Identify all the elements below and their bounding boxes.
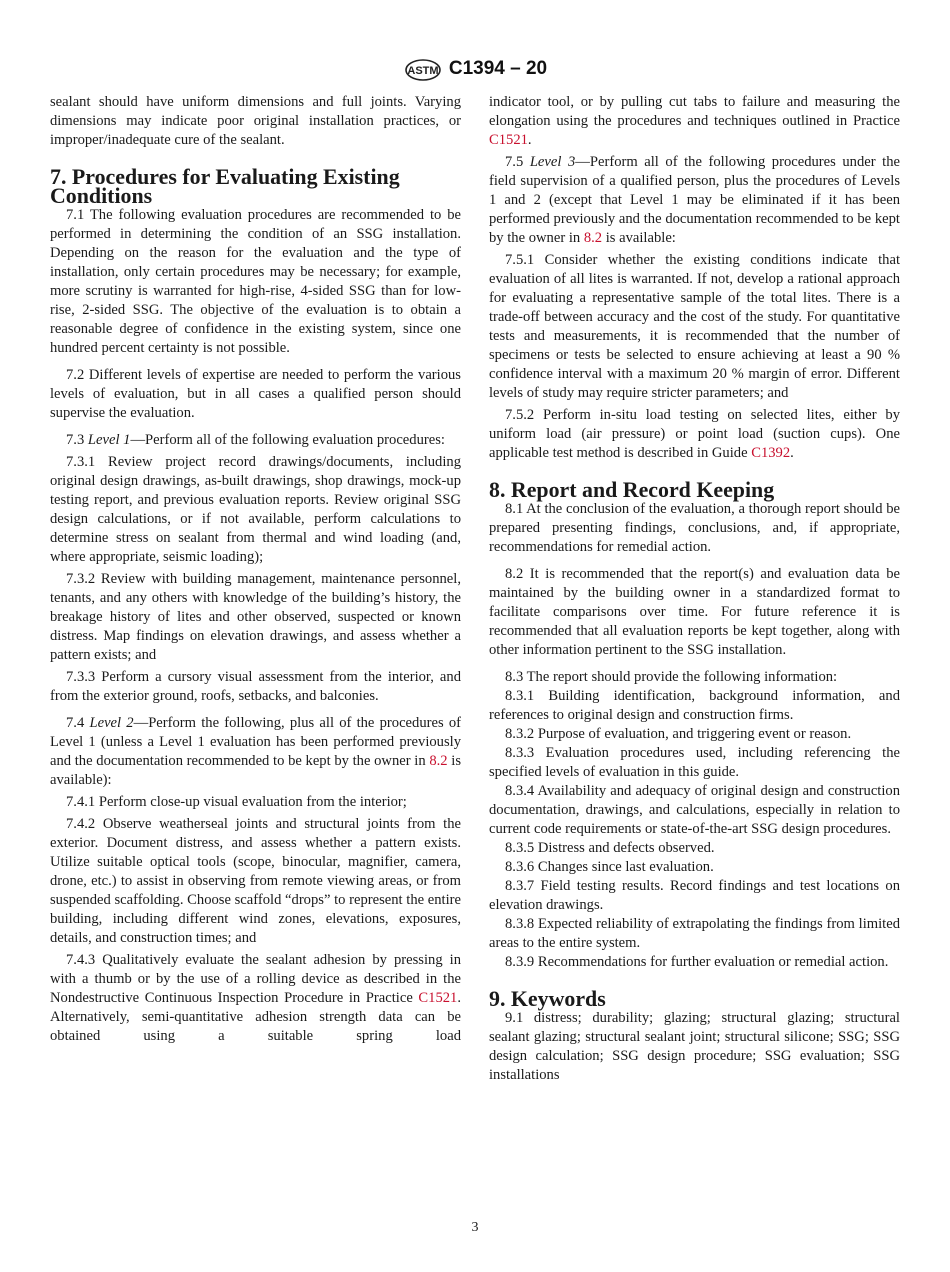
paragraph [489, 915, 900, 953]
paragraph [50, 714, 461, 790]
paragraph [489, 725, 900, 744]
text-run: 7. Procedures for Evaluating Existing Conditions [50, 164, 400, 208]
page-number: 3 [471, 1220, 479, 1235]
reference-link[interactable]: 8.2 [583, 230, 603, 246]
paragraph [50, 453, 461, 567]
paragraph [50, 206, 461, 358]
text-run: 9.1 distress; durability; glazing; structural glazing; structural sealant glazing; structural sealant joint; structural silicone; SSG; SSG design calculation; SSG design procedure; SSG evaluation; SSG installations [489, 1010, 900, 1083]
italic-term: Level 1 [87, 432, 131, 448]
reference-link[interactable]: C1521 [418, 990, 458, 1006]
text-run: 8.3.6 Changes since last evaluation. [505, 859, 714, 875]
reference-link[interactable]: C1392 [751, 445, 791, 461]
reference-link[interactable]: 8.2 [429, 753, 448, 769]
paragraph [489, 839, 900, 858]
page-header [0, 55, 950, 83]
text-run: 8.3.2 Purpose of evaluation, and triggering event or reason. [505, 726, 852, 742]
paragraph [489, 153, 900, 248]
astm-logo-icon [403, 55, 443, 83]
right-column [489, 93, 900, 1085]
paragraph [50, 793, 461, 812]
text-run: 7.3.2 Review with building management, maintenance personnel, tenants, and any others with knowledge of the building’s history, the breakage history of lites and other observed, suspected or known distress. Map findings on elevation drawings, and assess whether a pattern exists; and [50, 571, 461, 663]
text-run: 7.2 Different levels of expertise are needed to perform the various levels of evaluation, but in all cases a qualified person should supervise the evaluation. [50, 367, 461, 421]
paragraph [489, 782, 900, 839]
svg-text:ASTM: ASTM [407, 65, 439, 77]
text-run: —Perform all of the following evaluation procedures: [130, 432, 445, 448]
text-run: is available): [50, 753, 461, 788]
text-run: 8.3.4 Availability and adequacy of original design and construction documentation, drawings, and calculations, especially in relation to current code requirements or state-of-the-art SSG design procedures. [489, 783, 900, 837]
text-run: —Perform the following, plus all of the procedures of Level 1 (unless a Level 1 evaluation has been performed previously and the documentation recommended to be kept by the owner in [50, 715, 462, 769]
text-run: 7.4 [66, 715, 90, 731]
text-run: 9. Keywords [489, 986, 606, 1011]
paragraph [489, 953, 900, 972]
text-run: 8.3 The report should provide the following information: [505, 669, 838, 685]
text-run: 8.2 It is recommended that the report(s) and evaluation data be maintained by the building owner in a standardized format to facilitate comparisons over time. For future reference it is recommended that all evaluation reports be kept together, along with other information pertinent to the SSG installation. [489, 566, 900, 658]
paragraph [50, 668, 461, 706]
paragraph [489, 1009, 900, 1085]
document-designation: C1394 – 20 [448, 58, 548, 79]
paragraph [489, 565, 900, 660]
text-run: 7.3 [66, 432, 88, 448]
paragraph [50, 815, 461, 948]
paragraph [50, 93, 461, 150]
left-column [50, 93, 461, 1046]
text-run: is available: [602, 230, 676, 246]
text-run: —Perform all of the following procedures under the field supervision of a qualified person, plus the procedures of Levels 1 and 2 (except that Level 1 may be eliminated if it has been performed previously and the documentation recommended to be kept by the owner in [489, 154, 901, 246]
paragraph [489, 93, 900, 150]
reference-link[interactable]: C1521 [489, 132, 528, 148]
paragraph [489, 744, 900, 782]
text-run: 7.4.1 Perform close-up visual evaluation from the interior; [66, 794, 407, 810]
text-run: 8.3.1 Building identification, background information, and references to original design and construction firms. [489, 688, 900, 723]
text-run: . [790, 445, 794, 461]
paragraph [50, 570, 461, 665]
text-run: . [527, 132, 532, 148]
paragraph [489, 251, 900, 403]
text-run: 7.1 The following evaluation procedures are recommended to be performed in determining the condition of an SSG installation. Depending on the reason for the evaluation and the type of installation, only certain procedures may be necessary; for example, more scrutiny is warranted for high-rise, 4-sided SSG than for low-rise, 2-sided SSG. The objective of the evaluation is to obtain a reasonable degree of confidence in the existing system, since one hundred percent certainty is not possible. [50, 207, 461, 356]
paragraph [489, 500, 900, 557]
text-run: 7.5 [505, 154, 530, 170]
text-run: 8.1 At the conclusion of the evaluation, a thorough report should be prepared presenting findings, conclusions, and, if appropriate, recommendations for remedial action. [489, 501, 900, 555]
text-run: 7.5.2 Perform in-situ load testing on selected lites, either by uniform load (air pressure) or point load (suction cups). One applicable test method is described in Guide [489, 407, 900, 461]
text-run: 7.4.3 Qualitatively evaluate the sealant adhesion by pressing in with a thumb or by the use of a rolling device as described in the Nondestructive Continuous Inspection Procedure in Practice [50, 952, 461, 1006]
paragraph [489, 668, 900, 687]
text-run: 7.4.2 Observe weatherseal joints and structural joints from the exterior. Document distress, and assess whether a pattern exists. Utilize suitable optical tools (scope, binocular, magnifier, camera, drone, etc.) to assist in observing from remote viewing areas, or from suspended scaffolding. Choose scaffold “drops” to represent the entire building, including different wind zones, elevations, exposures, details, and construction times; and [50, 816, 461, 946]
paragraph [50, 366, 461, 423]
text-run: 7.5.1 Consider whether the existing conditions indicate that evaluation of all lites is warranted. If not, develop a rational approach for evaluating a representative sample of the total lites. There is a trade-off between accuracy and the cost of the study. For quantitative tests and measurements, it is recommended that the number of specimens or tests be selected to ensure achieving at least a 90 % confidence interval with a maximum 20 % margin of error. Different levels of study may require stricter parameters; and [489, 252, 900, 401]
text-run: 8.3.5 Distress and defects observed. [505, 840, 715, 856]
text-run: . Alternatively, semi-quantitative adhesion strength data can be obtained using a suitable spring load [50, 990, 461, 1044]
text-run: 8.3.9 Recommendations for further evaluation or remedial action. [505, 954, 889, 970]
text-run: indicator tool, or by pulling cut tabs to failure and measuring the elongation using the procedures and techniques outlined in Practice [489, 94, 900, 129]
paragraph [489, 687, 900, 725]
section-heading [50, 164, 461, 208]
section-heading [489, 986, 900, 1011]
text-run: 8.3.3 Evaluation procedures used, including referencing the specified levels of evaluation in this guide. [489, 745, 900, 780]
text-run: 7.3.3 Perform a cursory visual assessment from the interior, and from the exterior ground, roofs, setbacks, and balconies. [50, 669, 461, 704]
italic-term: Level 2 [89, 715, 134, 731]
paragraph [489, 858, 900, 877]
text-run: 8.3.8 Expected reliability of extrapolating the findings from limited areas to the entire system. [489, 916, 900, 951]
paragraph [489, 406, 900, 463]
text-run: 8. Report and Record Keeping [489, 477, 775, 502]
paragraph [50, 951, 461, 1046]
text-run: 8.3.7 Field testing results. Record findings and test locations on elevation drawings. [489, 878, 900, 913]
section-heading [489, 477, 900, 502]
italic-term: Level 3 [529, 154, 576, 170]
text-run: sealant should have uniform dimensions and full joints. Varying dimensions may indicate poor original installation practices, or improper/inadequate cure of the sealant. [50, 94, 461, 148]
paragraph [489, 877, 900, 915]
paragraph [50, 431, 461, 450]
text-run: 7.3.1 Review project record drawings/documents, including original design drawings, as-built drawings, shop drawings, mock-up testing report, and previous evaluation reports. Review original SSG design calculations, or if not available, perform calculations to determine stress on sealant from thermal and wind loading (and, where appropriate, seismic loading); [50, 454, 461, 565]
